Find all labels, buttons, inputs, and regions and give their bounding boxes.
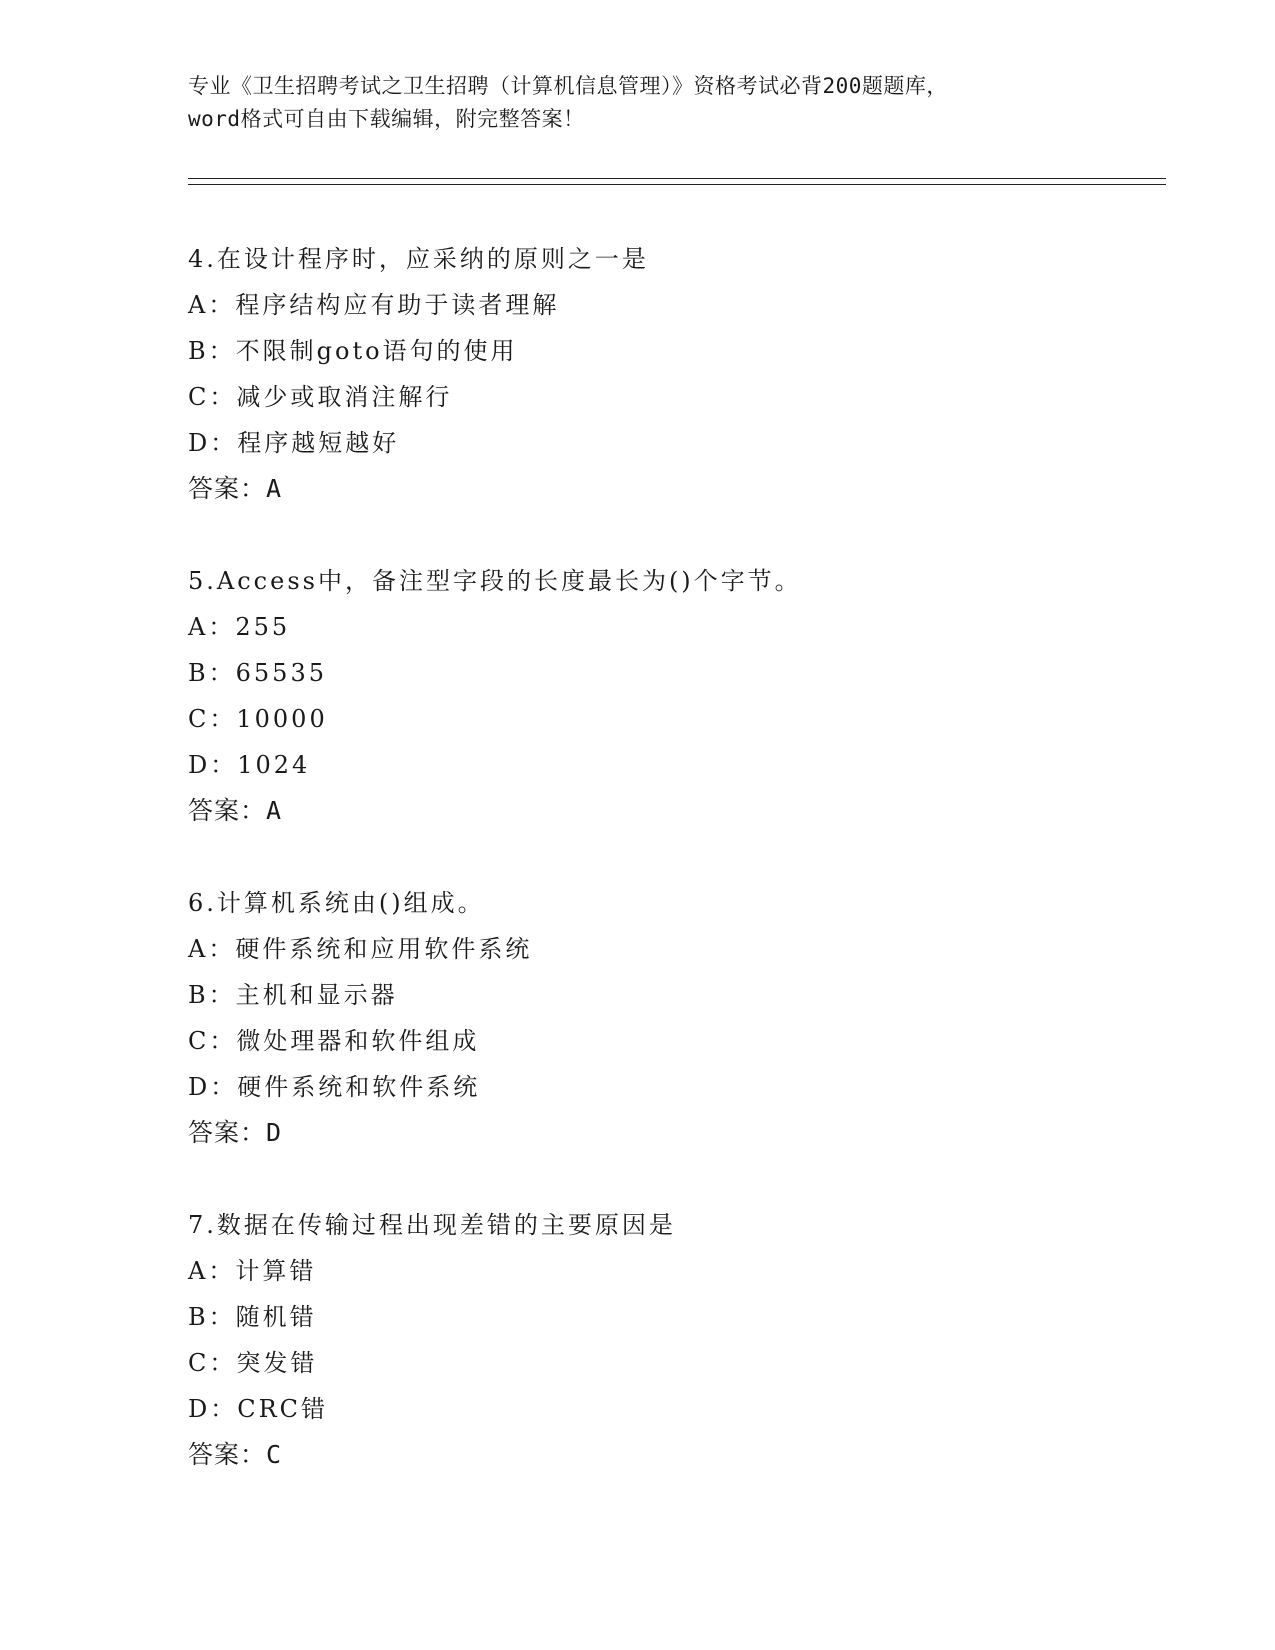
option-text: CRC错 — [237, 1395, 329, 1423]
option-text: 主机和显示器 — [235, 981, 398, 1009]
option-text: 255 — [235, 613, 291, 641]
option-b — [188, 650, 1168, 696]
option-label: A： — [188, 935, 236, 963]
question-7 — [188, 1202, 1168, 1478]
option-text: 计算错 — [235, 1257, 317, 1285]
answer: 答案：A — [188, 474, 283, 503]
question-stem: 7.数据在传输过程出现差错的主要原因是 — [188, 1211, 676, 1239]
option-text: 硬件系统和软件系统 — [237, 1073, 481, 1101]
option-label: B： — [188, 337, 236, 365]
option-b — [188, 972, 1168, 1018]
option-text: 1024 — [237, 751, 311, 779]
option-text: 硬件系统和应用软件系统 — [235, 935, 533, 963]
option-text: 程序结构应有助于读者理解 — [235, 291, 560, 319]
option-c — [188, 696, 1168, 742]
option-label: D： — [188, 751, 238, 779]
header-divider-top — [188, 178, 1166, 179]
question-stem: 4.在设计程序时，应采纳的原则之一是 — [188, 245, 649, 273]
option-text: 微处理器和软件组成 — [236, 1027, 480, 1055]
option-label: A： — [188, 291, 236, 319]
answer: 答案：C — [188, 1440, 283, 1469]
option-text: 随机错 — [235, 1303, 317, 1331]
option-label: D： — [188, 429, 238, 457]
question-5 — [188, 558, 1168, 834]
option-label: B： — [188, 981, 236, 1009]
option-a — [188, 926, 1168, 972]
option-a — [188, 1248, 1168, 1294]
option-d — [188, 1064, 1168, 1110]
option-label: C： — [188, 1027, 237, 1055]
answer: 答案：A — [188, 796, 283, 825]
option-c — [188, 374, 1168, 420]
option-c — [188, 1018, 1168, 1064]
option-text: 程序越短越好 — [237, 429, 400, 457]
question-stem: 5.Access中，备注型字段的长度最长为()个字节。 — [188, 567, 802, 595]
question-4 — [188, 236, 1168, 512]
option-d — [188, 742, 1168, 788]
option-label: C： — [188, 705, 237, 733]
option-text: 突发错 — [236, 1349, 318, 1377]
option-label: B： — [188, 1303, 236, 1331]
option-a — [188, 604, 1168, 650]
option-label: A： — [188, 613, 236, 641]
question-6 — [188, 880, 1168, 1156]
answer: 答案：D — [188, 1118, 283, 1147]
option-label: D： — [188, 1073, 238, 1101]
option-d — [188, 1386, 1168, 1432]
option-b — [188, 328, 1168, 374]
option-label: C： — [188, 383, 237, 411]
header-divider-bottom — [188, 184, 1166, 185]
option-text: 65535 — [235, 659, 327, 687]
option-text: 10000 — [236, 705, 328, 733]
option-label: C： — [188, 1349, 237, 1377]
header-line-2: word格式可自由下载编辑，附完整答案！ — [188, 107, 585, 131]
option-label: D： — [188, 1395, 238, 1423]
option-d — [188, 420, 1168, 466]
option-text: 不限制goto语句的使用 — [235, 337, 518, 365]
document-header — [188, 70, 1088, 136]
option-b — [188, 1294, 1168, 1340]
option-c — [188, 1340, 1168, 1386]
option-a — [188, 282, 1168, 328]
question-stem: 6.计算机系统由()组成。 — [188, 889, 485, 917]
option-text: 减少或取消注解行 — [236, 383, 453, 411]
option-label: A： — [188, 1257, 236, 1285]
option-label: B： — [188, 659, 236, 687]
header-line-1: 专业《卫生招聘考试之卫生招聘（计算机信息管理）》资格考试必背200题题库， — [188, 74, 948, 98]
